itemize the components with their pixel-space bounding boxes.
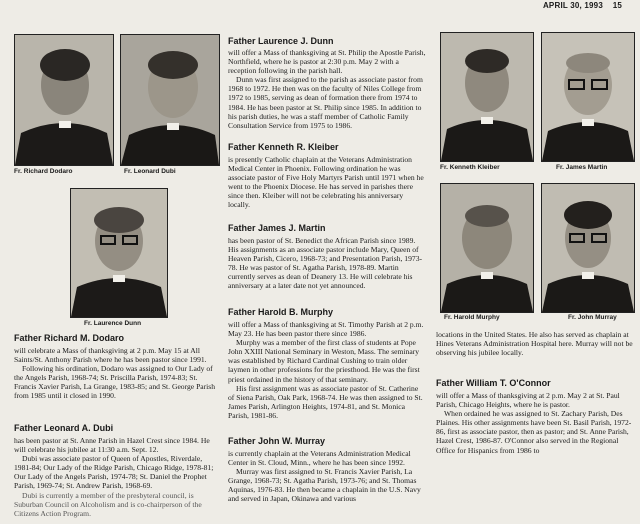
portrait-image (542, 184, 634, 312)
article-murphy (228, 320, 426, 430)
portrait-image (121, 35, 219, 165)
caption-murray: Fr. John Murray (568, 314, 617, 321)
portrait-image (441, 33, 533, 161)
paragraph: Following his ordination, Dodaro was assigned to Our Lady of the Angels Parish, 1968-74; St. Priscilla Parish, 1974-83; St. Francis Xavier Parish, La Grange, 1983-85; and St. George Parish from 1985 until it closed in 1990. (14, 364, 216, 401)
portrait-image (441, 184, 533, 312)
page-number: 15 (612, 1, 622, 10)
article-murray-continued (436, 330, 634, 370)
photo-james-martin (541, 32, 635, 162)
date-text: APRIL 30, 1993 (542, 1, 603, 10)
paragraph: has been pastor at St. Anne Parish in Hazel Crest since 1984. He will celebrate his jubilee at 11:30 a.m. Sept. 12. (14, 436, 210, 455)
photo-john-murray (541, 183, 635, 313)
paragraph: is currently chaplain at the Veterans Administration Medical Center in St. Cloud, Minn., where he has been since 1992. (228, 449, 411, 468)
photo-laurence-dunn (70, 188, 168, 318)
caption-dodaro: Fr. Richard Dodaro (14, 168, 73, 175)
article-oconnor (436, 391, 634, 457)
caption-dunn: Fr. Laurence Dunn (84, 320, 142, 327)
caption-martin: Fr. James Martin (556, 164, 608, 171)
heading-oconnor: Father William T. O'Connor (436, 378, 551, 388)
paragraph: Murray was first assigned to St. Francis Xavier Parish, La Grange, 1968-73; St. Agatha Parish, 1973-76; and St. Thomas Aquinas, 1976-83. He then became a chaplain in the U.S. Navy and served in Japan, Okinawa and various (228, 467, 421, 504)
paragraph: Dubi is currently a member of the presbyteral council, is Suburban Council on Alcoholism and is co-chairperson of the Citizens Action Program. (14, 490, 202, 518)
paragraph: Dunn was first assigned to the parish as associate pastor from 1968 to 1972. He then was on the faculty of Niles College from 1972 to 1985, serving as dean of formation there from 1974 to 1984. He has been pastor at St. Philip since 1985. In addition to his parish duties, he was a staff member of Catholic Family Consultation Service from 1975 to 1986. (228, 75, 423, 130)
heading-kleiber: Father Kenneth R. Kleiber (228, 142, 339, 152)
photo-leonard-dubi (120, 34, 220, 166)
paragraph: Murphy was a member of the first class of students at Pope John XXIII National Seminary in Weston, Mass. The seminary was established by Richard Cardinal Cushing to train older laymen in other professions for the priesthood. He was the first priest ordained in the history of that seminary. (228, 338, 420, 384)
paragraph: is presently Catholic chaplain at the Veterans Administration Medical Center in Phoenix. Following ordination he was associate pastor of Five Holy Martyrs Parish until 1971 when he went to the Phoenix Diocese. He has served in parishes there since then. Kleiber will not be celebrating his anniversary locally. (228, 155, 424, 210)
portrait-image (15, 35, 113, 165)
photo-harold-murphy (440, 183, 534, 313)
issue-date (543, 1, 622, 10)
paragraph: Dubi was associate pastor of Queen of Apostles, Riverdale, 1981-84; Our Lady of the Ridge Parish, Chicago Ridge, 1978-81; Our Lady of the Angels Parish, 1974-78; St. Daniel the Prophet Parish, 1969-74; St. Andrew Parish, 1968-69. (14, 454, 214, 491)
heading-murray: Father John W. Murray (228, 436, 326, 446)
photo-kenneth-kleiber (440, 32, 534, 162)
caption-dubi: Fr. Leonard Dubi (124, 168, 176, 175)
heading-martin: Father James J. Martin (228, 223, 326, 233)
paragraph: His first assignment was as associate pastor of St. Catherine of Siena Parish, Oak Park, 1968-74. He was then assigned to St. James Parish, Arlington Heights, 1974-81, and St. Monica Parish, 1981-86. (228, 383, 423, 420)
heading-dunn: Father Laurence J. Dunn (228, 36, 334, 46)
paragraph: will celebrate a Mass of thanksgiving at 2 p.m. May 15 at All Saints/St. Anthony Parish where he has been pastor since 1991. (14, 346, 207, 365)
article-dubi (14, 436, 220, 524)
article-dodaro (14, 346, 220, 420)
heading-murphy: Father Harold B. Murphy (228, 307, 334, 317)
caption-kleiber: Fr. Kenneth Kleiber (440, 164, 500, 171)
paragraph: locations in the United States. He also has served as chaplain at Hines Veterans Administration Hospital here. Murray will not be observing his jubilee locally. (436, 330, 633, 358)
paragraph: When ordained he was assigned to St. Zachary Parish, Des Plaines. His other assignments have been St. Basil Parish, 1972-86, first as associate pastor, then as pastor; and St. Anne Parish, Hazel Crest, 1986-87. O'Connor also served in the Regional Office for Hispanics from 1986 to (436, 409, 632, 455)
caption-murphy: Fr. Harold Murphy (444, 314, 500, 321)
portrait-image (542, 33, 634, 161)
portrait-image (71, 189, 167, 317)
paragraph: has been pastor of St. Benedict the African Parish since 1989. His assignments as an associate pastor include Mary, Queen of Heaven Parish, Cicero, 1968-73; and Presentation Parish, 1973-78. He was pastor of St. Agatha Parish, 1978-89. Martin currently serves as dean of Deanery 13. He will celebrate his anniversary at a later date not yet announced. (228, 236, 423, 291)
article-kleiber (228, 155, 426, 219)
heading-dubi: Father Leonard A. Dubi (14, 423, 114, 433)
paragraph: will offer a Mass of thanksgiving at St. Philip the Apostle Parish, Northfield, where he is pastor at 2:30 p.m. May 2 with a reception following in the parish hall. (228, 48, 426, 76)
photo-richard-dodaro (14, 34, 114, 166)
heading-dodaro: Father Richard M. Dodaro (14, 333, 125, 343)
article-murray (228, 449, 426, 524)
paragraph: will offer a Mass of thanksgiving at St. Timothy Parish at 2 p.m. May 23. He has been pastor there since 1986. (228, 320, 424, 339)
article-martin (228, 236, 426, 302)
page-header (0, 0, 640, 10)
article-dunn (228, 48, 426, 138)
paragraph: will offer a Mass of thanksgiving at 2 p.m. May 2 at St. Paul Parish, Chicago Heights, where he is pastor. (436, 391, 620, 410)
